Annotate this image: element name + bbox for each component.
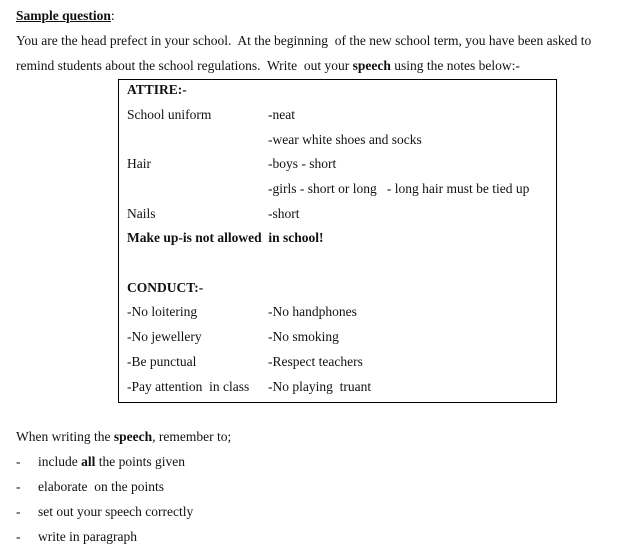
attire-heading: ATTIRE:- bbox=[127, 82, 187, 97]
reminder-intro bbox=[16, 424, 231, 449]
conduct-row bbox=[127, 299, 552, 324]
attire-note: -wear white shoes and socks bbox=[268, 132, 422, 147]
reminder-item-text: write in paragraph bbox=[38, 529, 137, 544]
intro-text: remind students about the school regulations. Write out your bbox=[16, 58, 353, 73]
intro-text: using the notes below:- bbox=[390, 58, 520, 73]
reminder-item bbox=[0, 524, 643, 549]
reminder-text: When writing the bbox=[16, 429, 114, 444]
intro-line-2 bbox=[16, 53, 520, 78]
conduct-row bbox=[127, 374, 552, 399]
attire-row bbox=[127, 151, 552, 176]
attire-row bbox=[127, 176, 552, 201]
attire-note: -boys - short bbox=[268, 156, 337, 171]
reminder-item bbox=[0, 474, 643, 499]
attire-label: Hair bbox=[127, 156, 151, 171]
heading-line bbox=[16, 3, 115, 28]
conduct-item: -No loitering bbox=[127, 304, 198, 319]
reminder-text: , remember to; bbox=[152, 429, 232, 444]
conduct-item: -Pay attention in class bbox=[127, 379, 250, 394]
reminder-item bbox=[0, 499, 643, 524]
attire-note: -short bbox=[268, 206, 300, 221]
conduct-row bbox=[127, 324, 552, 349]
reminder-item-text: set out your speech correctly bbox=[38, 504, 194, 519]
heading-colon: : bbox=[110, 8, 115, 23]
attire-title bbox=[127, 77, 552, 102]
notes-box bbox=[118, 79, 557, 403]
attire-row bbox=[127, 127, 552, 152]
attire-label: School uniform bbox=[127, 107, 212, 122]
attire-note: -girls - short or long - long hair must be tied up bbox=[268, 181, 530, 196]
conduct-item: -No playing truant bbox=[268, 379, 372, 394]
heading: Sample question bbox=[16, 8, 111, 23]
conduct-heading: CONDUCT:- bbox=[127, 280, 204, 295]
reminder-item-text: elaborate on the points bbox=[38, 479, 164, 494]
reminder-item-text: the points given bbox=[95, 454, 186, 469]
attire-row bbox=[127, 102, 552, 127]
conduct-title bbox=[127, 275, 552, 300]
bullet-dash: - bbox=[16, 454, 21, 469]
conduct-item: -Be punctual bbox=[127, 354, 197, 369]
bullet-dash: - bbox=[16, 479, 21, 494]
attire-label: Nails bbox=[127, 206, 156, 221]
conduct-item: -No handphones bbox=[268, 304, 357, 319]
conduct-row bbox=[127, 349, 552, 374]
attire-row bbox=[127, 201, 552, 226]
conduct-item: -No jewellery bbox=[127, 329, 202, 344]
reminder-item-text: include bbox=[38, 454, 82, 469]
attire-note: -neat bbox=[268, 107, 295, 122]
reminder-item bbox=[0, 449, 643, 474]
makeup-text: Make up-is not allowed in school! bbox=[127, 230, 324, 245]
reminder-item-bold: all bbox=[81, 454, 96, 469]
bullet-dash: - bbox=[16, 529, 21, 544]
makeup-rule bbox=[127, 225, 552, 250]
intro-line-1: You are the head prefect in your school. At the beginning of the new school term, you have been asked to bbox=[16, 33, 592, 48]
conduct-item: -Respect teachers bbox=[268, 354, 363, 369]
conduct-item: -No smoking bbox=[268, 329, 339, 344]
intro-bold: speech bbox=[352, 58, 391, 73]
bullet-dash: - bbox=[16, 504, 21, 519]
reminder-bold: speech bbox=[113, 429, 153, 444]
